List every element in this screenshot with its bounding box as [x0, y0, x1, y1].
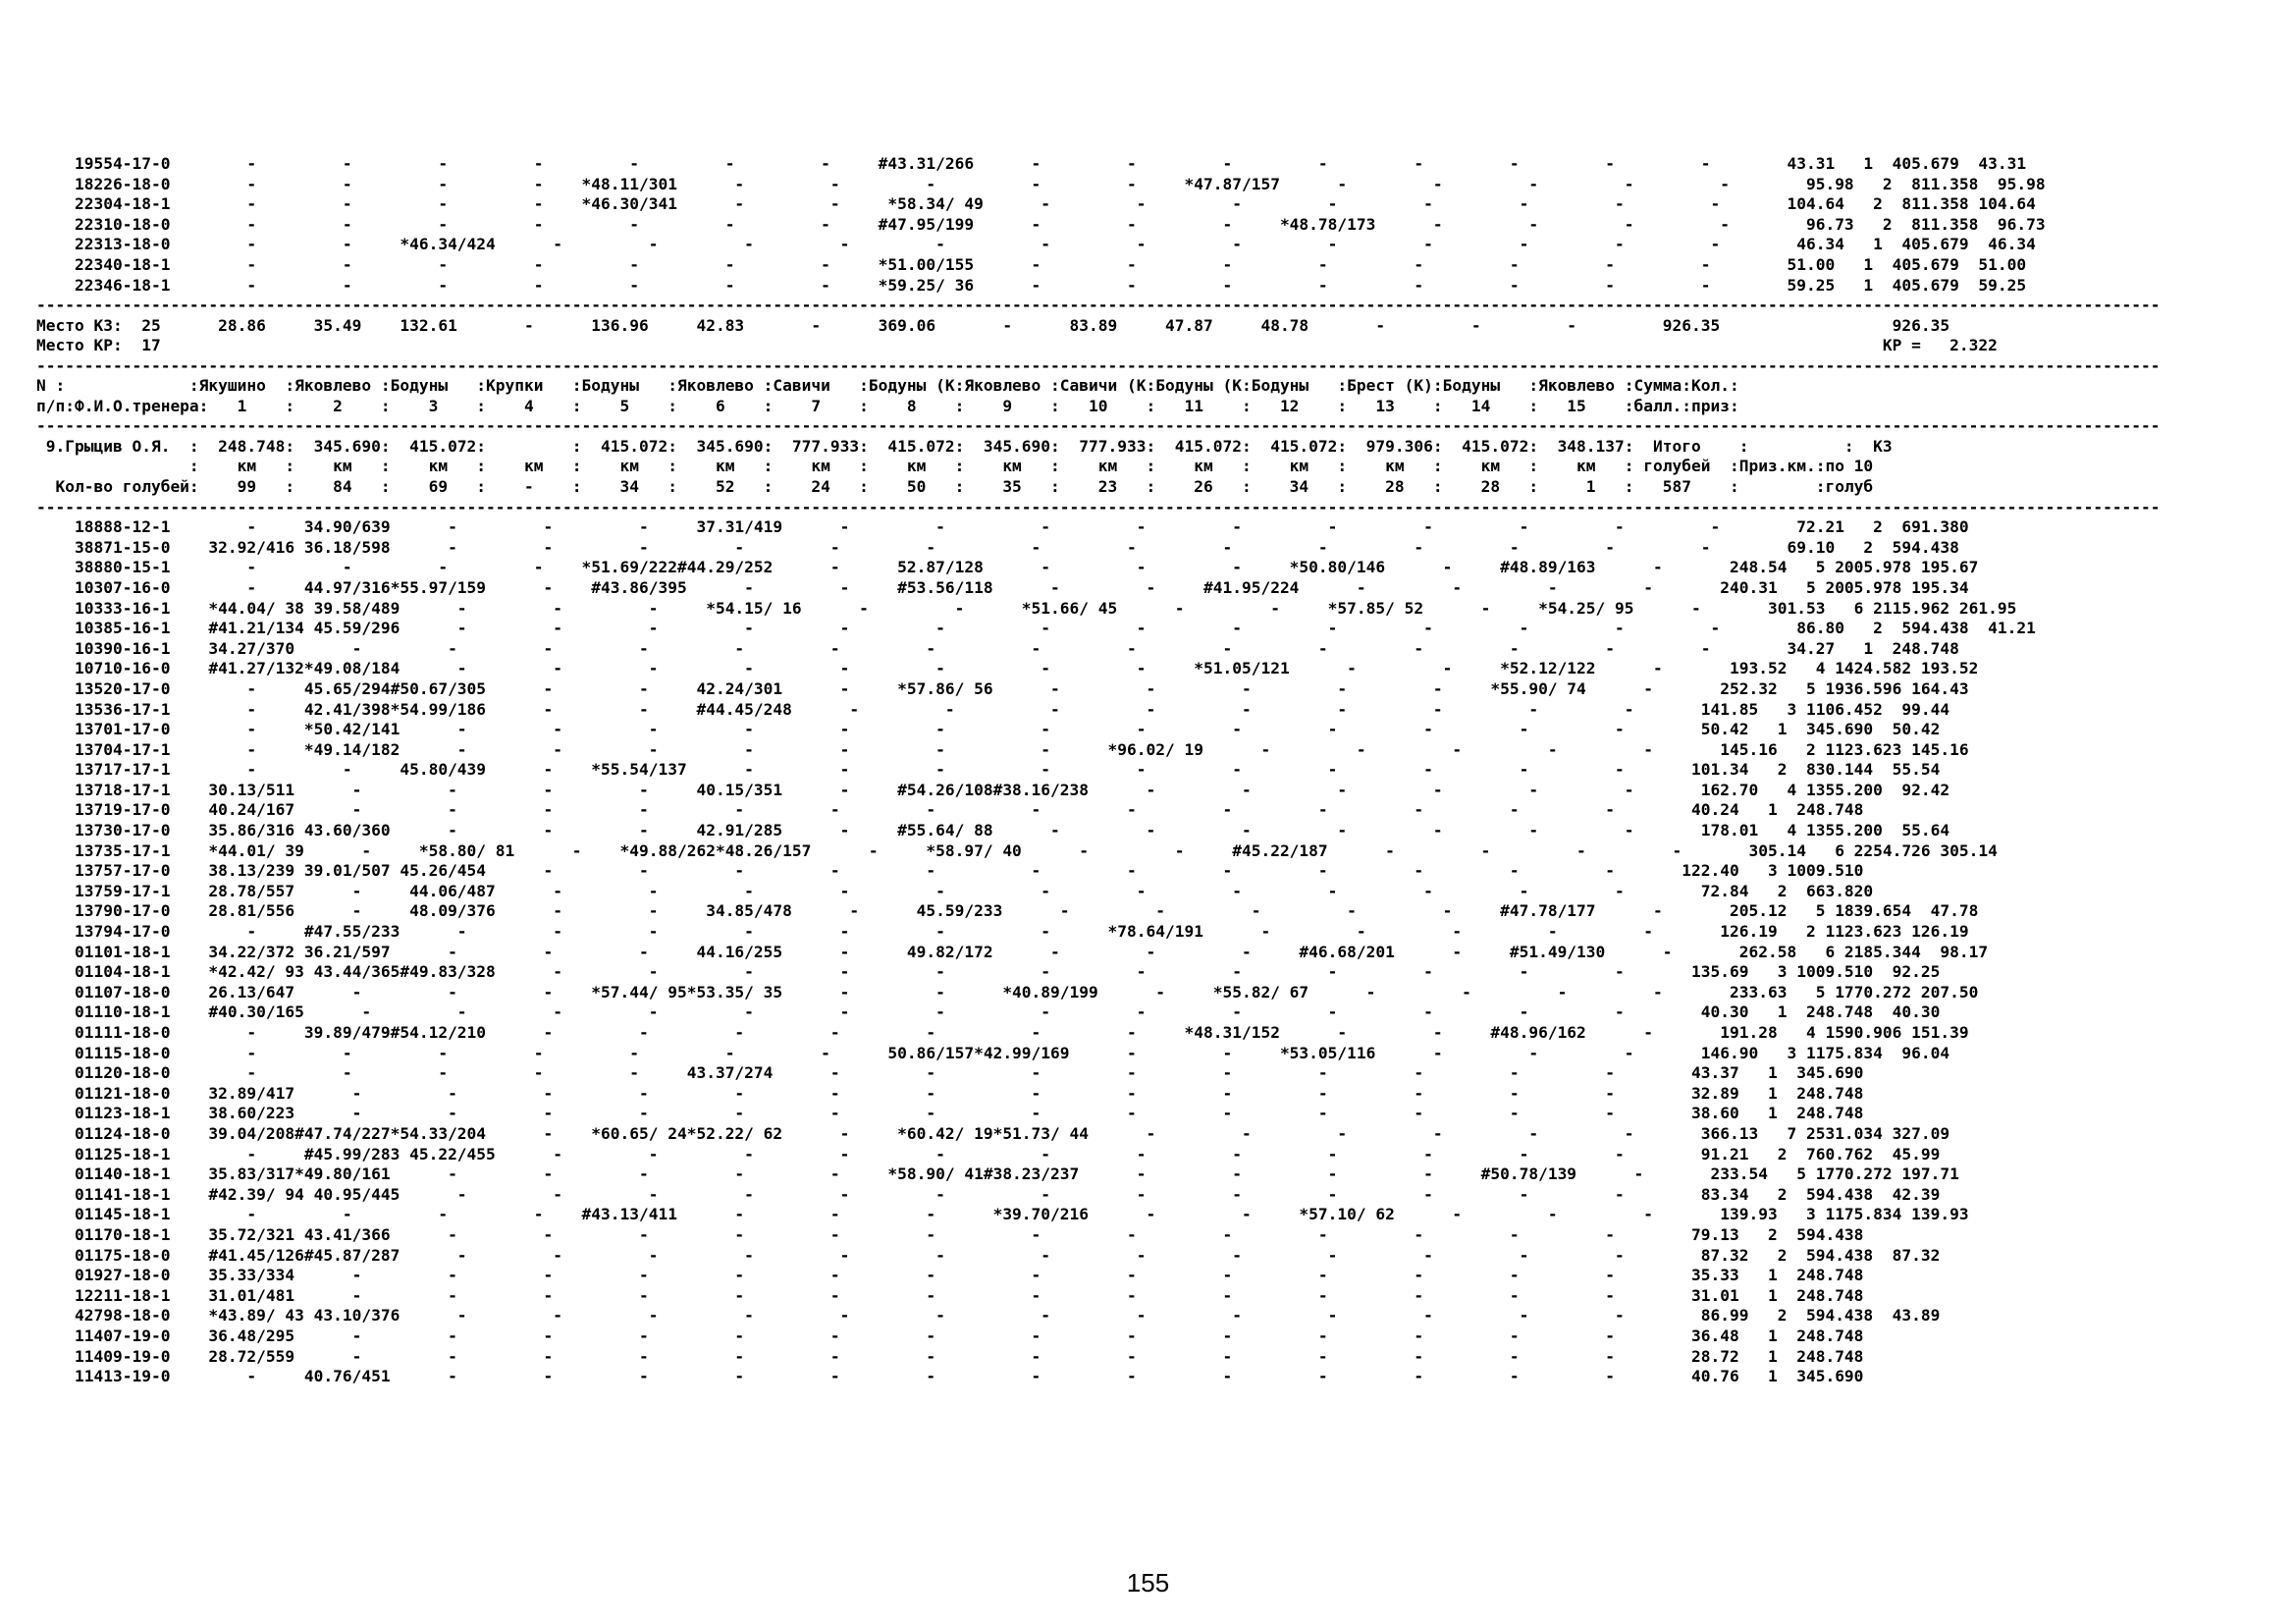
table-row: 13759-17-1 28.78/557 - 44.06/487 - - - - - - - - - - - - 72.84 2 663.820	[36, 881, 1874, 900]
result-line: 18226-18-0 - - - - *48.11/301 - - - - - *47.87/157 - - - - - 95.98 2 811.358 95.98	[36, 174, 2046, 193]
table-row: 01123-18-1 38.60/223 - - - - - - - - - - - - - - 38.60 1 248.748	[36, 1104, 1864, 1123]
table-row: N : :Якушино :Яковлево :Бодуны :Крупки :Бодуны :Яковлево :Савичи :Бодуны (К:Яковлево :Савичи (К:Бодуны (К:Бодуны :Брест (К):Бодуны :Яковлево :Сумма:Кол.:	[36, 376, 1739, 395]
result-line: Место КР: 17 КР = 2.322	[36, 336, 1998, 355]
table-row: 13536-17-1 - 42.41/398*54.99/186 - - #44.45/248 - - - - - - - - - 141.85 3 1106.452 99.44	[36, 699, 1950, 719]
table-row: 01124-18-0 39.04/208#47.74/227*54.33/204 - *60.65/ 24*52.22/ 62 - *60.42/ 19*51.73/ 44 - - - - - - 366.13 7 2531.034 327.09	[36, 1123, 1950, 1143]
table-row: 13794-17-0 - #47.55/233 - - - - - - - *78.64/191 - - - - - 126.19 2 1123.623 126.19	[36, 922, 1969, 942]
table-row: : км : км : км : км : км : км : км : км : км : км : км : км : км : км : км : голубей :Приз.км.:по 10	[36, 457, 1874, 476]
table-row: 13704-17-1 - *49.14/182 - - - - - - - *96.02/ 19 - - - - - 145.16 2 1123.623 145.16	[36, 739, 1969, 759]
result-line: 19554-17-0 - - - - - - - #43.31/266 - - - - - - - - 43.31 1 405.679 43.31	[36, 154, 2027, 173]
table-row: 38871-15-0 32.92/416 36.18/598 - - - - - - - - - - - - - - 69.10 2 594.438	[36, 537, 1959, 557]
table-row: 01141-18-1 #42.39/ 94 40.95/445 - - - - - - - - - - - - - 83.34 2 594.438 42.39	[36, 1184, 1941, 1204]
table-row: 01104-18-1 *42.42/ 93 43.44/365#49.83/328 - - - - - - - - - - - - 135.69 3 1009.510 92.25	[36, 962, 1941, 982]
table-row: 01145-18-1 - - - - #43.13/411 - - - *39.70/216 - - *57.10/ 62 - - - 139.93 3 1175.834 139.93	[36, 1205, 1969, 1224]
result-line: ------------------------------------------------------------------------------------------------------------------------------------------------------------------------------------------------------------------------------	[36, 296, 2161, 315]
table-row: ------------------------------------------------------------------------------------------------------------------------------------------------------------------------------------------------------------------------------	[36, 416, 2161, 436]
result-line: 22346-18-1 - - - - - - - *59.25/ 36 - - - - - - - - 59.25 1 405.679 59.25	[36, 275, 2027, 295]
table-row: 01107-18-0 26.13/647 - - - *57.44/ 95*53.35/ 35 - - *40.89/199 - *55.82/ 67 - - - - 233.63 5 1770.272 207.50	[36, 982, 1979, 1001]
table-row: 13701-17-0 - *50.42/141 - - - - - - - - - - - - - 50.42 1 345.690 50.42	[36, 720, 1941, 739]
table-row: 38880-15-1 - - - - *51.69/222#44.29/252 - 52.87/128 - - - *50.80/146 - #48.89/163 - 248.54 5 2005.978 195.67	[36, 558, 1979, 577]
result-line: 22310-18-0 - - - - - - - #47.95/199 - - - *48.78/173 - - - - 96.73 2 811.358 96.73	[36, 214, 2046, 234]
table-row: 11413-19-0 - 40.76/451 - - - - - - - - - - - - - 40.76 1 345.690	[36, 1367, 1864, 1386]
table-row: 13735-17-1 *44.01/ 39 - *58.80/ 81 - *49.88/262*48.26/157 - *58.97/ 40 - - #45.22/187 - - - - 305.14 6 2254.726 305.14	[36, 840, 1998, 860]
table-row: 10307-16-0 - 44.97/316*55.97/159 - #43.86/395 - - #53.56/118 - - #41.95/224 - - - - 240.31 5 2005.978 195.34	[36, 577, 1969, 597]
table-row: 13730-17-0 35.86/316 43.60/360 - - - 42.91/285 - #55.64/ 88 - - - - - - - 178.01 4 1355.200 55.64	[36, 821, 1950, 840]
table-row: 11407-19-0 36.48/295 - - - - - - - - - - - - - - 36.48 1 248.748	[36, 1326, 1864, 1345]
table-row: 13718-17-1 30.13/511 - - - - 40.15/351 - #54.26/108#38.16/238 - - - - - - 162.70 4 1355.200 92.42	[36, 780, 1950, 799]
table-row: 01110-18-1 #40.30/165 - - - - - - - - - - - - - - 40.30 1 248.748 40.30	[36, 1002, 1941, 1022]
top-results-block	[36, 154, 2161, 377]
table-row: 10385-16-1 #41.21/134 45.59/296 - - - - - - - - - - - - - - 86.80 2 594.438 41.21	[36, 619, 2036, 638]
table-row: 18888-12-1 - 34.90/639 - - - 37.31/419 - - - - - - - - - - 72.21 2 691.380	[36, 517, 1969, 537]
table-row: 01140-18-1 35.83/317*49.80/161 - - - - - *58.90/ 41#38.23/237 - - - - #50.78/139 - 233.54 5 1770.272 197.71	[36, 1164, 1959, 1184]
table-row: п/п:Ф.И.О.тренера: 1 : 2 : 3 : 4 : 5 : 6 : 7 : 8 : 9 : 10 : 11 : 12 : 13 : 14 : 15 :балл.:приз:	[36, 396, 1739, 415]
table-row: 12211-18-1 31.01/481 - - - - - - - - - - - - - - 31.01 1 248.748	[36, 1285, 1864, 1305]
result-line: 22313-18-0 - - *46.34/424 - - - - - - - - - - - - - 46.34 1 405.679 46.34	[36, 235, 2036, 254]
trainer-results-table	[36, 376, 2161, 1387]
table-row: 01121-18-0 32.89/417 - - - - - - - - - - - - - - 32.89 1 248.748	[36, 1083, 1864, 1103]
table-row: Кол-во голубей: 99 : 84 : 69 : - : 34 : 52 : 24 : 50 : 35 : 23 : 26 : 34 : 28 : 28 : 1 : 587 : :голуб	[36, 476, 1874, 496]
table-row: 01125-18-1 - #45.99/283 45.22/455 - - - - - - - - - - - - 91.21 2 760.762 45.99	[36, 1144, 1941, 1164]
table-row: 10333-16-1 *44.04/ 38 39.58/489 - - - *54.15/ 16 - - *51.66/ 45 - - *57.85/ 52 - *54.25/ 95 - 301.53 6 2115.962 261.95	[36, 598, 2017, 618]
table-row: 13790-17-0 28.81/556 - 48.09/376 - - 34.85/478 - 45.59/233 - - - - - #47.78/177 - 205.12 5 1839.654 47.78	[36, 901, 1979, 921]
table-row: 01115-18-0 - - - - - - - 50.86/157*42.99/169 - - *53.05/116 - - - 146.90 3 1175.834 96.04	[36, 1043, 1950, 1062]
table-row: 10710-16-0 #41.27/132*49.08/184 - - - - - - - - *51.05/121 - - *52.12/122 - 193.52 4 1424.582 193.52	[36, 659, 1979, 678]
page-number: 155	[1126, 1568, 1170, 1597]
table-row: 9.Грыцив О.Я. : 248.748: 345.690: 415.072: : 415.072: 345.690: 777.933: 415.072: 345.690: 777.933: 415.072: 415.072: 979.306: 415.072: 348.137: Итого : : КЗ	[36, 436, 1893, 456]
table-row: 01111-18-0 - 39.89/479#54.12/210 - - - - - - - *48.31/152 - - #48.96/162 - 191.28 4 1590.906 151.39	[36, 1023, 1969, 1042]
table-row: 01120-18-0 - - - - - 43.37/274 - - - - - - - - - 43.37 1 345.690	[36, 1063, 1864, 1083]
table-row: ------------------------------------------------------------------------------------------------------------------------------------------------------------------------------------------------------------------------------	[36, 497, 2161, 516]
table-row: 13757-17-0 38.13/239 39.01/507 45.26/454 - - - - - - - - - - - - 122.40 3 1009.510	[36, 861, 1864, 881]
table-row: 13520-17-0 - 45.65/294#50.67/305 - - 42.24/301 - *57.86/ 56 - - - - - *55.90/ 74 - 252.32 5 1936.596 164.43	[36, 678, 1969, 698]
result-line: Место КЗ: 25 28.86 35.49 132.61 - 136.96 42.83 - 369.06 - 83.89 47.87 48.78 - - - 926.35 926.35	[36, 315, 1950, 335]
table-row: 10390-16-1 34.27/370 - - - - - - - - - - - - - - - 34.27 1 248.748	[36, 638, 1959, 658]
table-row: 42798-18-0 *43.89/ 43 43.10/376 - - - - - - - - - - - - - 86.99 2 594.438 43.89	[36, 1306, 1941, 1326]
result-line: 22304-18-1 - - - - *46.30/341 - - *58.34/ 49 - - - - - - - - 104.64 2 811.358 104.64	[36, 194, 2036, 214]
result-line: ------------------------------------------------------------------------------------------------------------------------------------------------------------------------------------------------------------------------------	[36, 355, 2161, 375]
table-row: 11409-19-0 28.72/559 - - - - - - - - - - - - - - 28.72 1 248.748	[36, 1346, 1864, 1366]
table-row: 13717-17-1 - - 45.80/439 - *55.54/137 - - - - - - - - - - 101.34 2 830.144 55.54	[36, 760, 1941, 780]
table-row: 01170-18-1 35.72/321 43.41/366 - - - - - - - - - - - - - 79.13 2 594.438	[36, 1224, 1864, 1244]
table-row: 13719-17-0 40.24/167 - - - - - - - - - - - - - - 40.24 1 248.748	[36, 800, 1864, 820]
table-row: 01175-18-0 #41.45/126#45.87/287 - - - - - - - - - - - - - 87.32 2 594.438 87.32	[36, 1245, 1941, 1265]
table-row: 01101-18-1 34.22/372 36.21/597 - - - 44.16/255 - 49.82/172 - - - #46.68/201 - #51.49/130 - 262.58 6 2185.344 98.17	[36, 942, 1989, 961]
result-line: 22340-18-1 - - - - - - - *51.00/155 - - - - - - - - 51.00 1 405.679 51.00	[36, 254, 2027, 274]
table-row: 01927-18-0 35.33/334 - - - - - - - - - - - - - - 35.33 1 248.748	[36, 1266, 1864, 1285]
